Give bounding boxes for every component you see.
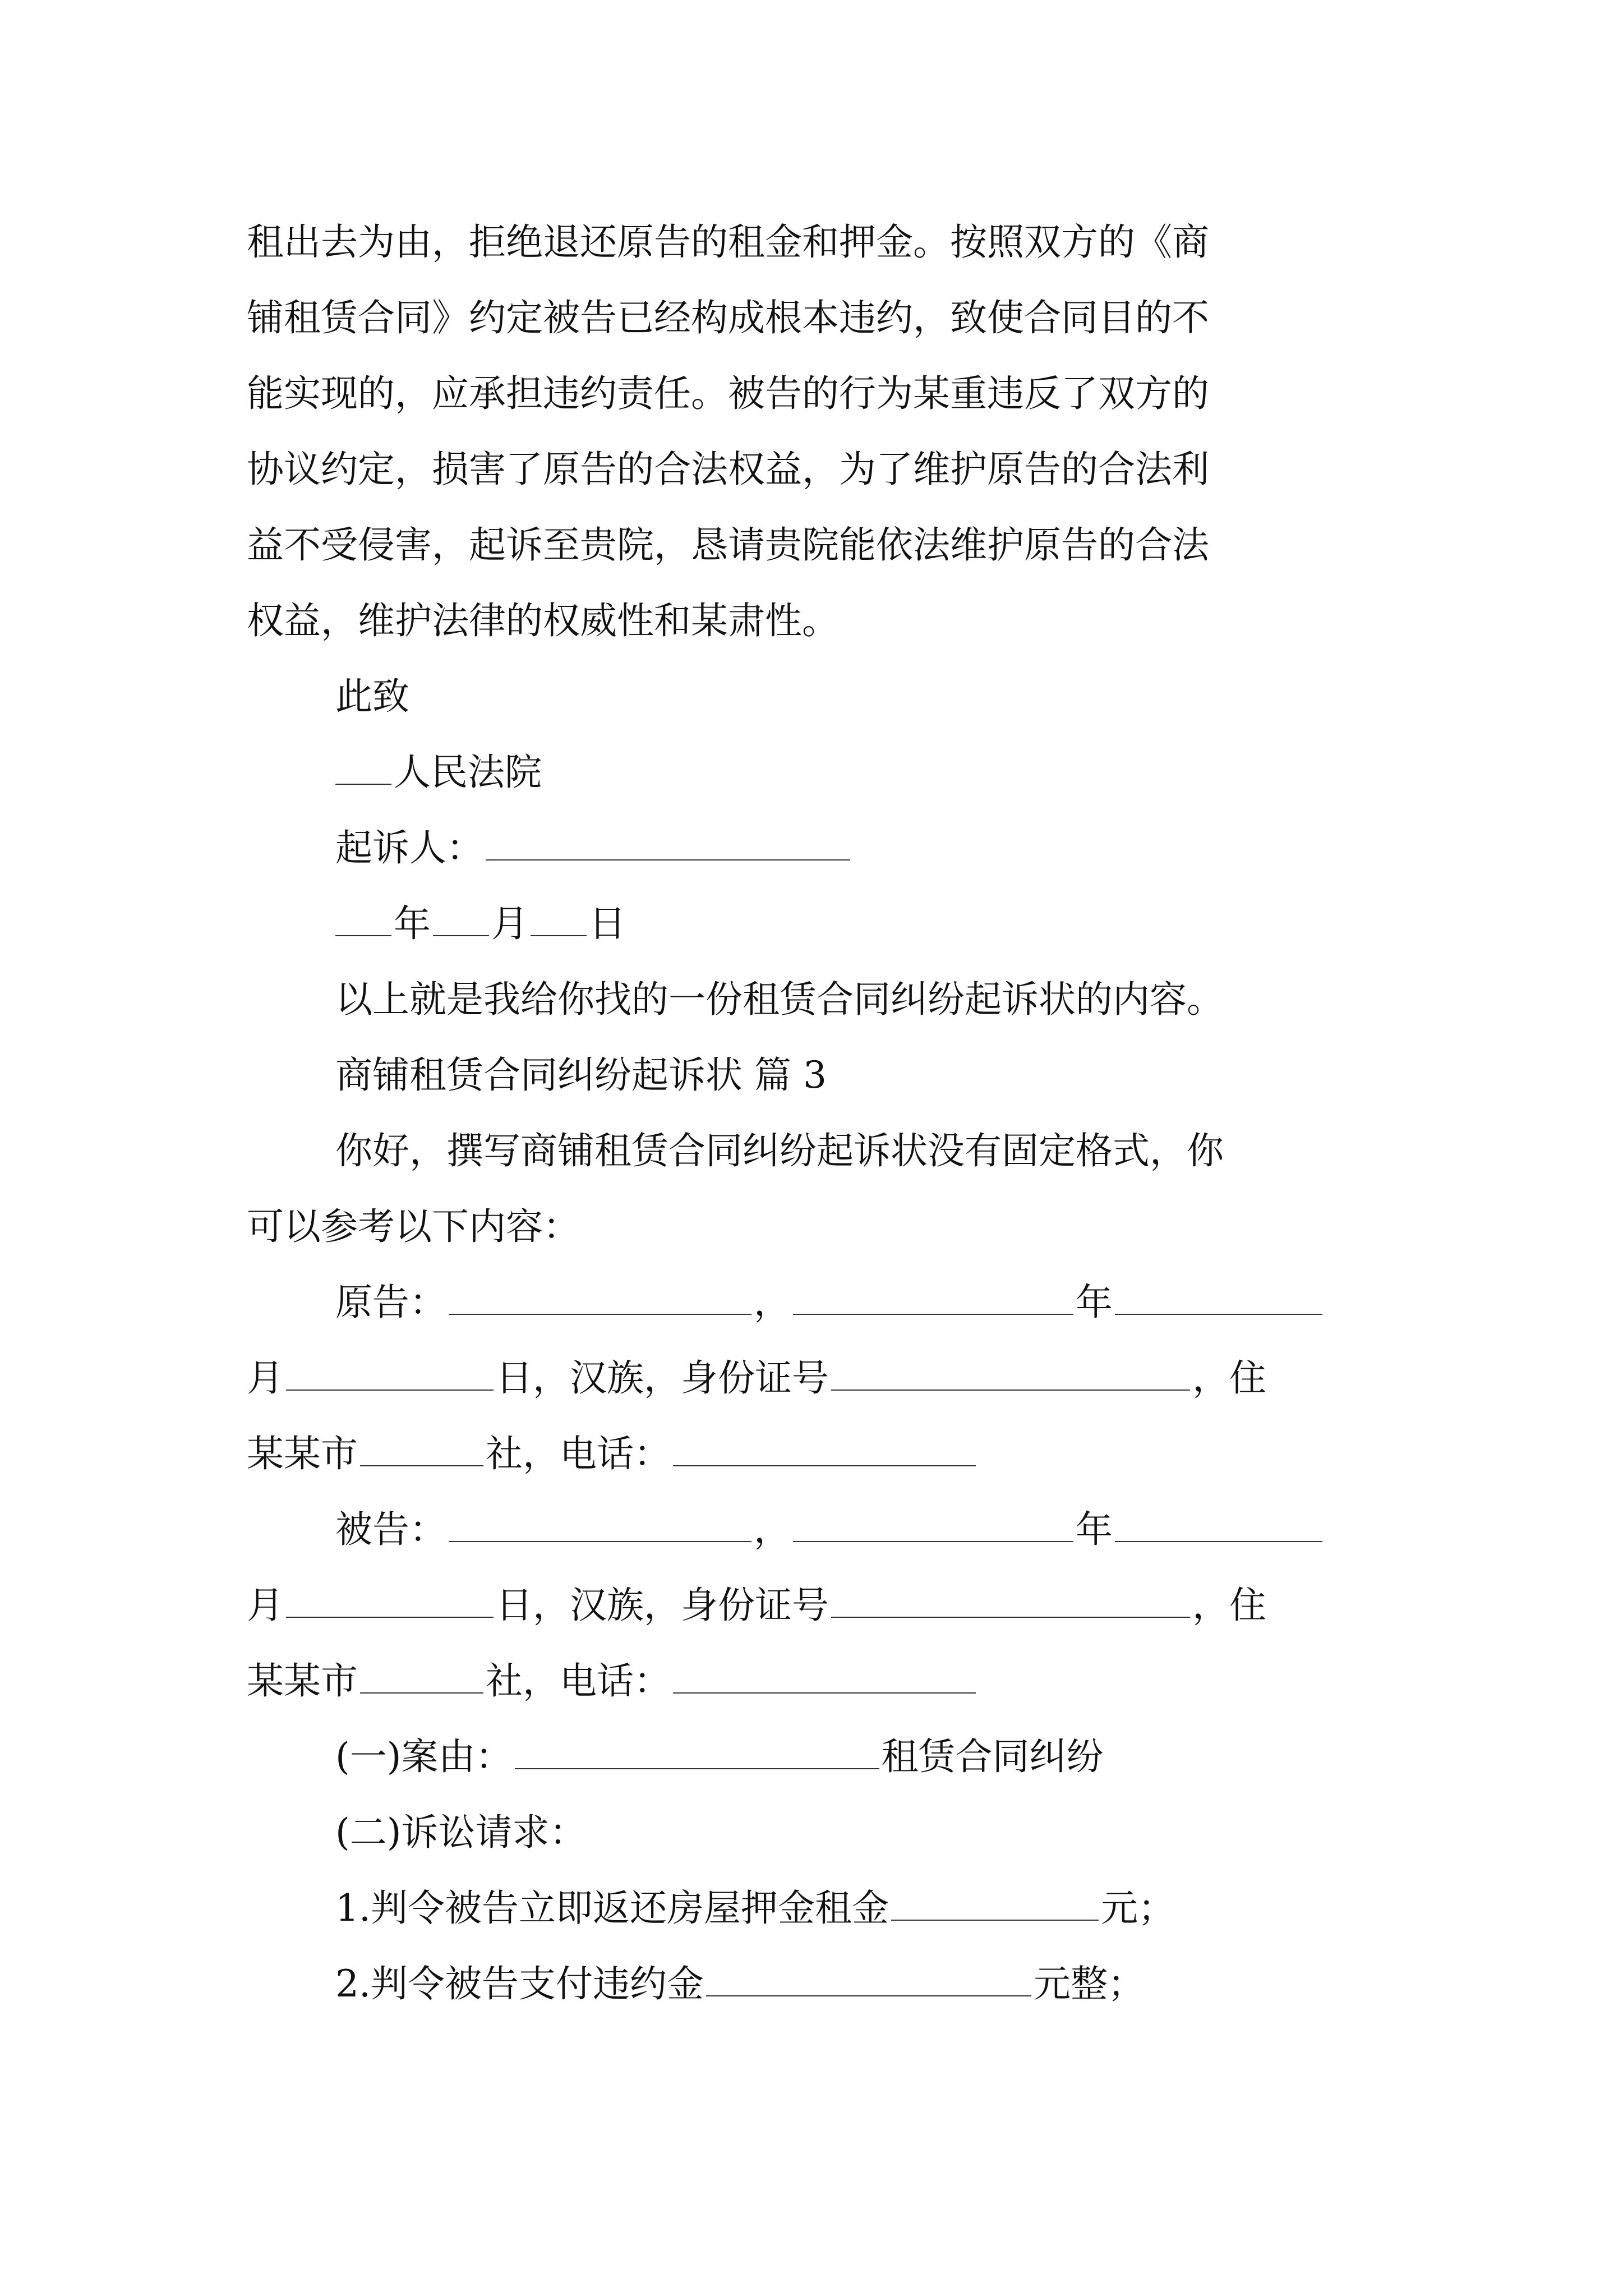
closing-salutation: 此致 [335, 675, 409, 718]
defendant-birth-month-blank[interactable] [1115, 1505, 1322, 1542]
body-line: 铺租赁合同》约定被告已经构成根本违约，致使合同目的不 [247, 296, 1209, 339]
defendant-name-blank[interactable] [449, 1505, 751, 1542]
year-blank[interactable] [335, 899, 391, 936]
claim-2-amount-blank[interactable] [706, 1959, 1031, 1996]
cause-blank[interactable] [515, 1732, 879, 1769]
defendant-id-blank[interactable] [831, 1581, 1190, 1618]
plaintiff-address-blank[interactable] [360, 1429, 483, 1466]
plaintiff-name-blank[interactable] [449, 1278, 751, 1315]
intro-line: 你好，撰写商铺租赁合同纠纷起诉状没有固定格式，你 [335, 1129, 1224, 1172]
defendant-birth-day-blank[interactable] [286, 1581, 494, 1618]
body-line: 协议约定，损害了原告的合法权益，为了维护原告的合法利 [247, 448, 1209, 491]
defendant-birth-year-blank[interactable] [793, 1505, 1073, 1542]
defendant-address-blank[interactable] [360, 1657, 483, 1694]
signature-blank[interactable] [486, 823, 850, 861]
plaintiff-birth-month-blank[interactable] [1115, 1278, 1322, 1315]
plaintiff-line-3: 某某市 社，电话： [247, 1423, 978, 1485]
claim-1: 1.判令被告立即返还房屋押金租金 元； [335, 1878, 1175, 1939]
day-blank[interactable] [531, 899, 587, 936]
court-line: 人民法院 [335, 742, 542, 803]
claims-heading: (二)诉讼请求： [335, 1811, 587, 1854]
plaintiff-phone-blank[interactable] [673, 1429, 976, 1466]
summary-text: 以上就是我给你找的一份租赁合同纠纷起诉状的内容。 [335, 978, 1224, 1021]
month-blank[interactable] [433, 899, 489, 936]
body-line: 租出去为由，拒绝退还原告的租金和押金。按照双方的《商 [247, 220, 1209, 264]
body-line: 权益，维护法律的权威性和某肃性。 [247, 599, 839, 642]
section-title: 商铺租赁合同纠纷起诉状 篇 3 [335, 1053, 827, 1097]
date-line: 年 月 日 [335, 893, 626, 955]
plaintiff-id-blank[interactable] [831, 1354, 1190, 1391]
cause-line: (一)案由： 租赁合同纠纷 [335, 1726, 1104, 1788]
claim-1-amount-blank[interactable] [891, 1884, 1099, 1921]
defendant-line-3: 某某市 社，电话： [247, 1650, 978, 1712]
plaintiff-line-2: 月 日，汉族，身份证号 ，住 [247, 1347, 1266, 1409]
body-line: 益不受侵害，起诉至贵院，恳请贵院能依法维护原告的合法 [247, 523, 1209, 567]
claim-2: 2.判令被告支付违约金 元整； [335, 1953, 1145, 2015]
body-line: 能实现的，应承担违约责任。被告的行为某重违反了双方的 [247, 372, 1209, 415]
plaintiff-signature-line: 起诉人： [335, 817, 852, 879]
plaintiff-birth-day-blank[interactable] [286, 1354, 494, 1391]
plaintiff-birth-year-blank[interactable] [793, 1278, 1073, 1315]
defendant-phone-blank[interactable] [673, 1657, 976, 1694]
plaintiff-line-1: 原告： ， 年 [335, 1272, 1373, 1333]
defendant-line-2: 月 日，汉族，身份证号 ，住 [247, 1575, 1266, 1636]
intro-line: 可以参考以下内容： [247, 1205, 580, 1248]
defendant-line-1: 被告： ， 年 [335, 1499, 1325, 1561]
court-name-blank[interactable] [335, 748, 391, 785]
